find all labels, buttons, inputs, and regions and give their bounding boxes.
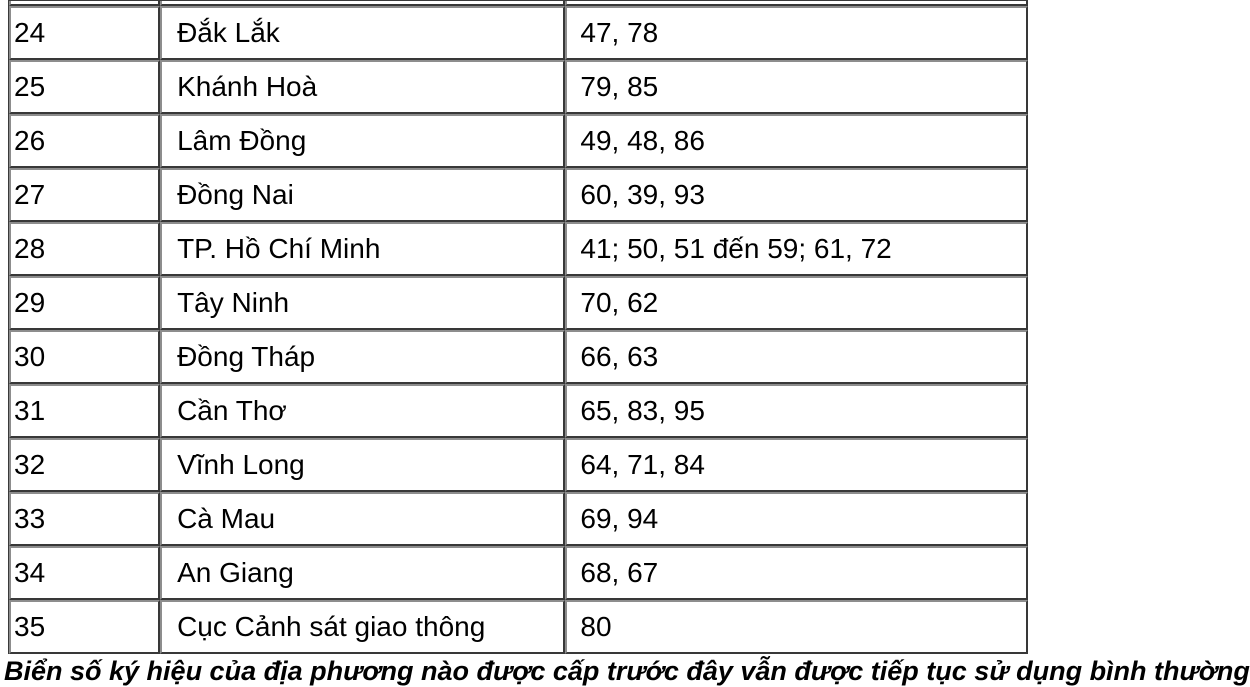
province-name-cell: Đồng Nai [160,168,565,222]
plate-codes-cell: 68, 67 [565,546,1028,600]
row-index-cell: 34 [9,546,160,600]
table-row [9,114,1028,168]
province-name-cell: Cần Thơ [160,384,565,438]
plate-codes-cell: 65, 83, 95 [565,384,1028,438]
plate-codes-cell: 47, 78 [565,6,1028,60]
row-index-cell: 30 [9,330,160,384]
province-name-cell: Cà Mau [160,492,565,546]
table-row [9,330,1028,384]
row-index-cell: 25 [9,60,160,114]
plate-codes-cell: 80 [565,600,1028,654]
table-row [9,60,1028,114]
province-name-cell: Cục Cảnh sát giao thông [160,600,565,654]
plate-codes-cell: 66, 63 [565,330,1028,384]
row-index-cell: 31 [9,384,160,438]
plate-codes-cell: 79, 85 [565,60,1028,114]
table-row [9,438,1028,492]
row-index-cell: 29 [9,276,160,330]
table-caption-clipped: Biển số ký hiệu của địa phương nào được cấp trước đây vẫn được tiếp tục sử dụng bình thường [4,656,1250,686]
plate-codes-cell: 69, 94 [565,492,1028,546]
plate-codes-cell: 60, 39, 93 [565,168,1028,222]
row-index-cell: 24 [9,6,160,60]
license-plate-code-table [8,0,1028,654]
plate-codes-cell: 70, 62 [565,276,1028,330]
province-name-cell: An Giang [160,546,565,600]
province-name-cell: Đồng Tháp [160,330,565,384]
row-index-cell: 33 [9,492,160,546]
row-index-cell: 35 [9,600,160,654]
table-row [9,384,1028,438]
row-index-cell: 26 [9,114,160,168]
table-row [9,168,1028,222]
table-row [9,6,1028,60]
province-name-cell: Tây Ninh [160,276,565,330]
row-index-cell: 32 [9,438,160,492]
row-index-cell: 28 [9,222,160,276]
table-row [9,600,1028,654]
table-row [9,222,1028,276]
province-name-cell: Đắk Lắk [160,6,565,60]
row-index-cell: 27 [9,168,160,222]
table-row [9,492,1028,546]
province-name-cell: Lâm Đồng [160,114,565,168]
plate-codes-cell: 41; 50, 51 đến 59; 61, 72 [565,222,1028,276]
table-row [9,546,1028,600]
table-row [9,276,1028,330]
plate-codes-cell: 64, 71, 84 [565,438,1028,492]
province-name-cell: Khánh Hoà [160,60,565,114]
plate-codes-cell: 49, 48, 86 [565,114,1028,168]
province-name-cell: Vĩnh Long [160,438,565,492]
province-name-cell: TP. Hồ Chí Minh [160,222,565,276]
